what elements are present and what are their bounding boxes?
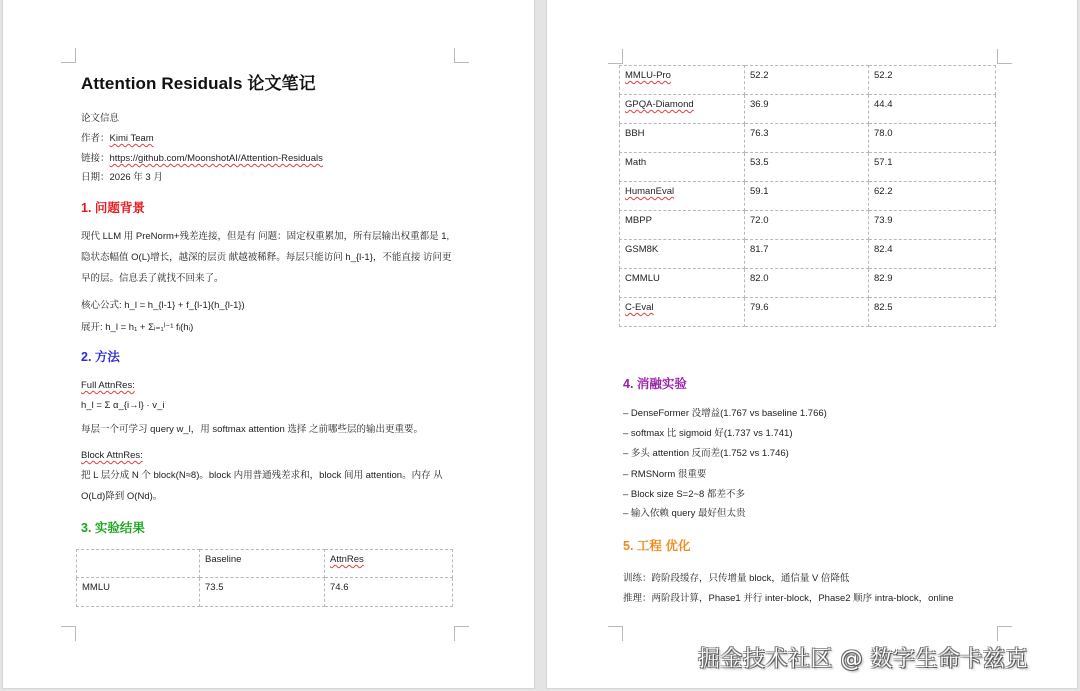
table-cell: 82.0 (745, 269, 869, 298)
table-header-cell: Baseline (200, 550, 325, 578)
table-row (620, 211, 996, 240)
margin-corner-mark (61, 48, 76, 63)
margin-corner-mark (997, 49, 1012, 64)
table-cell: 62.2 (869, 182, 996, 211)
table-row (620, 95, 996, 124)
table-cell: 44.4 (869, 95, 996, 124)
section-2-heading: 2. 方法 (81, 350, 120, 364)
table-cell (620, 95, 745, 124)
table-header-cell (77, 550, 200, 578)
section-4-heading: 4. 消融实验 (623, 377, 687, 391)
paragraph-line: O(Ld)降到 O(Nd)。 (81, 491, 163, 502)
results-table-part-1 (76, 549, 453, 607)
attnres-header-text: AttnRes (330, 554, 364, 565)
table-cell (620, 66, 745, 95)
author-line (81, 130, 154, 144)
inference-optimization: 推理：两阶段计算，Phase1 并行 inter-block，Phase2 顺序 intra-block，online (623, 593, 954, 604)
table-cell: Math (620, 153, 745, 182)
table-cell: 81.7 (745, 240, 869, 269)
margin-corner-mark (608, 49, 623, 64)
full-attnres-formula: h_l = Σ α_{i→l} · v_i (81, 400, 165, 411)
table-row (620, 182, 996, 211)
full-attnres-label (81, 380, 135, 391)
table-cell: 52.2 (745, 66, 869, 95)
block-attnres-text: Block AttnRes: (81, 450, 143, 461)
link-label: 链接： (81, 153, 110, 164)
table-cell: 79.6 (745, 298, 869, 327)
table-cell: 72.0 (745, 211, 869, 240)
ablation-item: – 多头 attention 反而差(1.752 vs 1.746) (623, 448, 789, 459)
section-5-heading: 5. 工程 优化 (623, 539, 691, 553)
table-cell (620, 298, 745, 327)
paper-info-heading: 论文信息 (81, 113, 120, 124)
table-cell (620, 182, 745, 211)
table-cell: 73.9 (869, 211, 996, 240)
benchmark-name: MMLU-Pro (625, 70, 671, 81)
table-cell: 82.4 (869, 240, 996, 269)
section-1-paragraph (81, 226, 461, 289)
margin-corner-mark (454, 626, 469, 641)
table-cell: 78.0 (869, 124, 996, 153)
author-label: 作者： (81, 133, 110, 144)
table-row (620, 66, 996, 95)
table-cell: 52.2 (869, 66, 996, 95)
table-cell: BBH (620, 124, 745, 153)
table-cell: 53.5 (745, 153, 869, 182)
table-cell: CMMLU (620, 269, 745, 298)
ablation-item: – softmax 比 sigmoid 好(1.737 vs 1.741) (623, 428, 793, 439)
ablation-item: – DenseFormer 没增益(1.767 vs baseline 1.766) (623, 408, 827, 419)
table-cell: 76.3 (745, 124, 869, 153)
table-header-row (77, 550, 453, 578)
table-cell: MMLU (77, 578, 200, 607)
table-row (620, 153, 996, 182)
block-attnres-description (81, 465, 461, 507)
github-link[interactable]: https://github.com/MoonshotAI/Attention-Residuals (109, 153, 323, 164)
margin-corner-mark (454, 48, 469, 63)
table-cell: 82.5 (869, 298, 996, 327)
table-header-cell (325, 550, 453, 578)
benchmark-name: C-Eval (625, 302, 654, 313)
table-row (620, 240, 996, 269)
link-line (81, 150, 323, 164)
table-cell: 59.1 (745, 182, 869, 211)
date-line (81, 169, 163, 183)
table-cell: MBPP (620, 211, 745, 240)
margin-corner-mark (608, 626, 623, 641)
table-row (77, 578, 453, 607)
author-value: Kimi Team (109, 133, 154, 144)
core-formula: 核心公式: h_l = h_{l-1} + f_{l-1}(h_{l-1}) (81, 300, 245, 311)
paragraph-line: 把 L 层分成 N 个 block(N≈8)。block 内用普通残差求和，block 间用 attention。内存 从 (81, 470, 443, 481)
date-value: 2026 年 3 月 (109, 172, 163, 183)
block-attnres-label (81, 450, 143, 461)
table-row (620, 124, 996, 153)
benchmark-name: HumanEval (625, 186, 675, 197)
document-title: Attention Residuals 论文笔记 (81, 74, 316, 93)
table-row (620, 269, 996, 298)
table-row (620, 298, 996, 327)
full-attnres-text: Full AttnRes: (81, 380, 135, 391)
paragraph-line: 隐状态幅值 O(L)增长，越深的层贡 献越被稀释。每层只能访问 h_{l-1}，不能直接 访问更 (81, 252, 452, 263)
document-page-1 (3, 0, 534, 688)
ablation-item: – 输入依赖 query 最好但太贵 (623, 508, 746, 519)
date-label: 日期： (81, 172, 110, 183)
table-cell: 82.9 (869, 269, 996, 298)
table-cell: 36.9 (745, 95, 869, 124)
benchmark-name: GPQA-Diamond (625, 99, 694, 110)
document-page-2 (547, 0, 1077, 688)
table-cell: 73.5 (200, 578, 325, 607)
margin-corner-mark (61, 626, 76, 641)
table-cell: GSM8K (620, 240, 745, 269)
table-cell: 57.1 (869, 153, 996, 182)
watermark: 掘金技术社区 @ 数字生命卡兹克 (698, 647, 1028, 672)
section-1-heading: 1. 问题背景 (81, 201, 145, 215)
paragraph-line: 现代 LLM 用 PreNorm+残差连接，但是有 问题：固定权重累加，所有层输出权重都是 1, (81, 231, 450, 242)
results-table-part-2 (619, 65, 996, 327)
training-optimization: 训练：跨阶段缓存，只传增量 block，通信量 V 倍降低 (623, 573, 850, 584)
ablation-item: – Block size S=2~8 都差不多 (623, 489, 745, 500)
expanded-formula: 展开: h_l = h₁ + Σᵢ₌₁ˡ⁻¹ fᵢ(hᵢ) (81, 322, 194, 333)
ablation-item: – RMSNorm 很重要 (623, 469, 707, 480)
table-cell: 74.6 (325, 578, 453, 607)
paragraph-line: 早的层。信息丢了就找不回来了。 (81, 273, 224, 284)
margin-corner-mark (997, 626, 1012, 641)
full-attnres-description: 每层一个可学习 query w_l，用 softmax attention 选择 之前哪些层的输出更重要。 (81, 424, 424, 435)
section-3-heading: 3. 实验结果 (81, 521, 145, 535)
